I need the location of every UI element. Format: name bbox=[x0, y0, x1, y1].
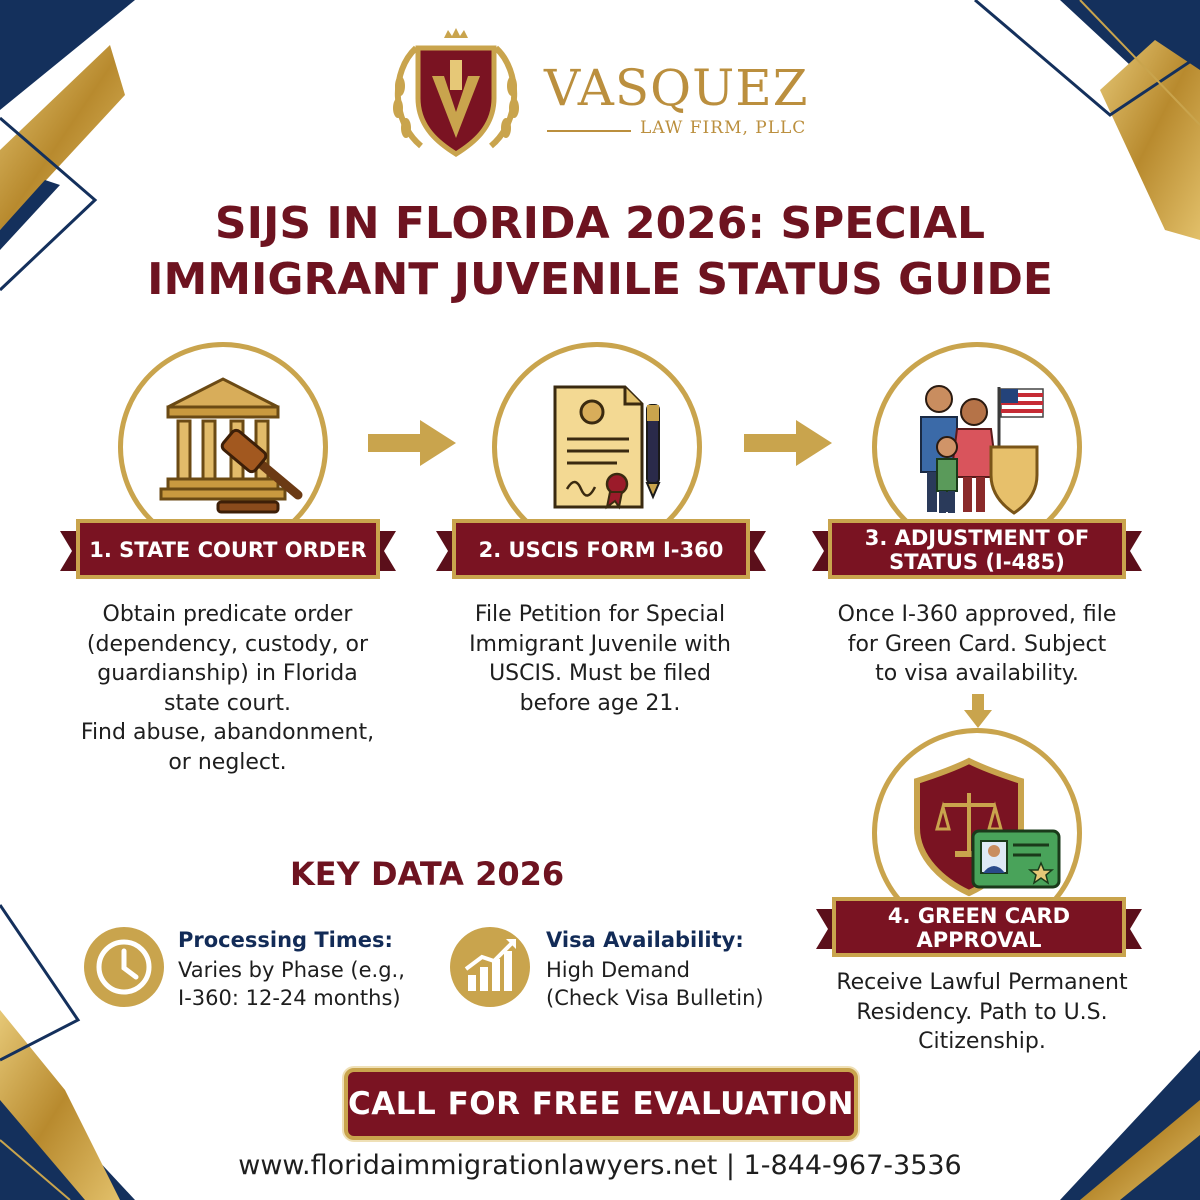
firm-name-divider bbox=[547, 130, 631, 132]
firm-name: VASQUEZ bbox=[544, 59, 809, 117]
bar-chart-icon bbox=[448, 925, 532, 1009]
step-3-ribbon bbox=[812, 515, 1142, 585]
arrow-right-icon bbox=[368, 418, 458, 468]
page-title-line-1: SIJS IN FLORIDA 2026: SPECIAL bbox=[214, 198, 986, 249]
step-4-description: Receive Lawful Permanent Residency. Path to U.S. Citizenship. bbox=[836, 970, 1128, 1054]
step-1-label: 1. STATE COURT ORDER bbox=[89, 538, 367, 562]
key-data-title: KEY DATA 2026 bbox=[290, 855, 565, 893]
step-2-description: File Petition for Special Immigrant Juvenile with USCIS. Must be filed before age 21. bbox=[469, 602, 731, 716]
processing-times-label: Processing Times: bbox=[178, 928, 393, 952]
arrow-right-icon bbox=[744, 418, 834, 468]
firm-subtitle: LAW FIRM, PLLC bbox=[640, 118, 807, 138]
visa-availability-label: Visa Availability: bbox=[546, 928, 744, 952]
processing-times-value: Varies by Phase (e.g., I-360: 12-24 months) bbox=[178, 958, 405, 1010]
contact-info: www.floridaimmigrationlawyers.net | 1-844-967-3536 bbox=[238, 1150, 962, 1181]
step-3-description: Once I-360 approved, file for Green Card. Subject to visa availability. bbox=[837, 602, 1117, 686]
visa-availability-value: High Demand (Check Visa Bulletin) bbox=[546, 958, 764, 1010]
step-2-ribbon bbox=[436, 515, 766, 585]
step-4-label: 4. GREEN CARD APPROVAL bbox=[887, 904, 1071, 952]
step-2-label: 2. USCIS FORM I-360 bbox=[478, 538, 724, 562]
step-1-ribbon bbox=[60, 515, 396, 585]
clock-icon bbox=[82, 925, 166, 1009]
step-3-label: 3. ADJUSTMENT OF STATUS (I-485) bbox=[864, 526, 1090, 574]
step-1-description: Obtain predicate order (dependency, custody, or guardianship) in Florida state court. Find abuse, abandonment, or neglect. bbox=[80, 602, 375, 775]
page-title bbox=[0, 196, 1200, 308]
call-for-evaluation-button[interactable]: CALL FOR FREE EVALUATION bbox=[344, 1068, 858, 1140]
firm-logo-emblem bbox=[386, 26, 526, 166]
page-title-line-2: IMMIGRANT JUVENILE STATUS GUIDE bbox=[147, 254, 1053, 305]
step-4-ribbon bbox=[816, 893, 1142, 963]
arrow-down-icon bbox=[963, 694, 993, 730]
